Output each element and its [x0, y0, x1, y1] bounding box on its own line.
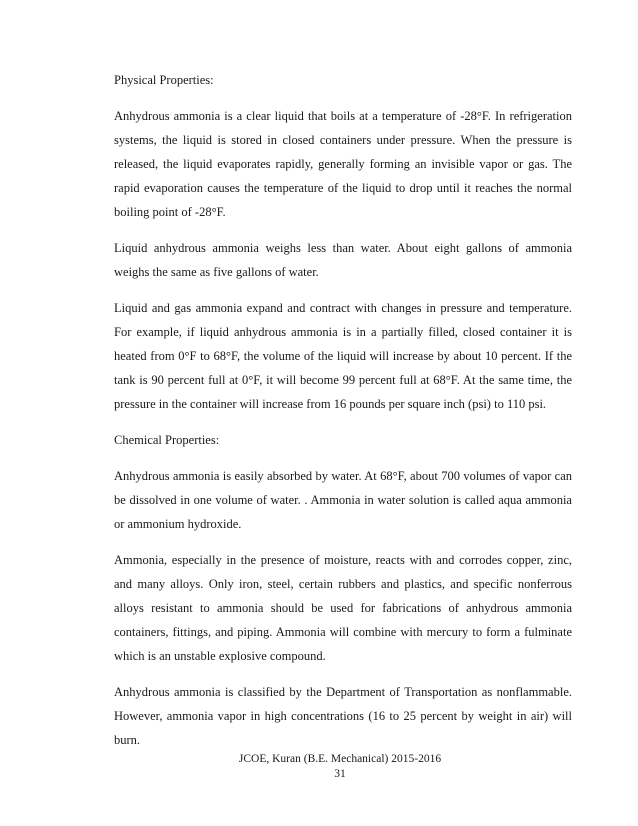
footer-institution: JCOE, Kuran (B.E. Mechanical) 2015-2016 [238, 753, 442, 765]
paragraph-absorption: Anhydrous ammonia is easily absorbed by water. At 68°F, about 700 volumes of vapor can be dissolved in one volume of water. . Ammonia in water solution is called aqua ammonia or ammonium hydroxide. [114, 469, 572, 531]
heading-chemical-properties: Chemical Properties: [114, 433, 220, 447]
paragraph-corrosion: Ammonia, especially in the presence of moisture, reacts with and corrodes copper, zinc, and many alloys. Only iron, steel, certain rubbers and plastics, and specific nonferrous alloys resistant to ammonia should be used for fabrications of anhydrous ammonia containers, fittings, and piping. Ammonia will combine with mercury to form a fulminate which is an unstable explosive compound. [114, 553, 572, 663]
paragraph-flammability: Anhydrous ammonia is classified by the Department of Transportation as nonflammable. However, ammonia vapor in high concentrations (16 to 25 percent by weight in air) will burn. [114, 685, 572, 747]
paragraph-weight: Liquid anhydrous ammonia weighs less than water. About eight gallons of ammonia weighs the same as five gallons of water. [114, 241, 572, 279]
page-footer [0, 752, 638, 782]
heading-physical-properties: Physical Properties: [114, 73, 214, 87]
paragraph-expansion: Liquid and gas ammonia expand and contract with changes in pressure and temperature. For example, if liquid anhydrous ammonia is in a partially filled, closed container it is heated from 0°F to 68°F, the volume of the liquid will increase by about 10 percent. If the tank is 90 percent full at 0°F, it will become 99 percent full at 68°F. At the same time, the pressure in the container will increase from 16 pounds per square inch (psi) to 110 psi. [114, 301, 572, 411]
page-number: 31 [334, 768, 346, 780]
paragraph-boiling-point: Anhydrous ammonia is a clear liquid that boils at a temperature of -28°F. In refrigeration systems, the liquid is stored in closed containers under pressure. When the pressure is released, the liquid evaporates rapidly, generally forming an invisible vapor or gas. The rapid evaporation causes the temperature of the liquid to drop until it reaches the normal boiling point of -28°F. [114, 109, 572, 219]
